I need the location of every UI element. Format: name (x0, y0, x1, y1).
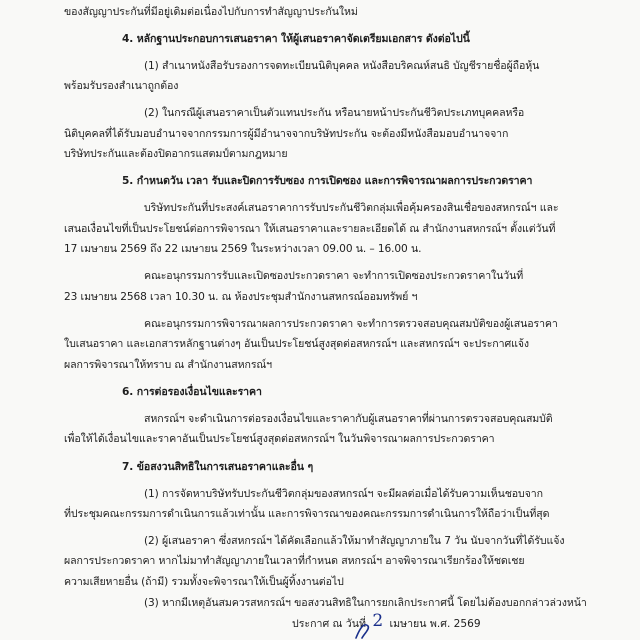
text-line: 17 เมษายน 2569 ถึง 22 เมษายน 2569 ในระหว่างเวลา 09.00 น. – 16.00 น. (64, 243, 422, 255)
text-line: 23 เมษายน 2568 เวลา 10.30 น. ณ ห้องประชุมสำนักงานสหกรณ์ออมทรัพย์ ฯ (64, 291, 418, 303)
text-line: (1) การจัดหาบริษัทรับประกันชีวิตกลุ่มของสหกรณ์ฯ จะมีผลต่อเมื่อได้รับความเห็นชอบจาก (144, 488, 543, 500)
signature-mark-icon (350, 620, 390, 640)
text-line: ที่ประชุมคณะกรรมการดำเนินการแล้วเท่านั้น และการพิจารณาของคณะกรรมการดำเนินการให้ถือว่าเป็นที่สุด (64, 508, 550, 520)
date-suffix: เมษายน พ.ศ. 2569 (389, 618, 481, 630)
date-prefix: ประกาศ ณ วันที่ (292, 618, 366, 630)
section-heading-4: 4. หลักฐานประกอบการเสนอราคา ให้ผู้เสนอราคาจัดเตรียมเอกสาร ดังต่อไปนี้ (122, 33, 470, 45)
text-line: เพื่อให้ได้เงื่อนไขและราคาอันเป็นประโยชน์สูงสุดต่อสหกรณ์ฯ ในวันพิจารณาผลการประกวดราคา (64, 433, 495, 445)
section-heading-7: 7. ข้อสงวนสิทธิในการเสนอราคาและอื่น ๆ (122, 461, 314, 473)
handwritten-day: 2 (372, 611, 384, 631)
text-line: (2) ในกรณีผู้เสนอราคาเป็นตัวแทนประกัน หรือนายหน้าประกันชีวิตประเภทบุคคลหรือ (144, 107, 525, 119)
text-line: นิติบุคคลที่ได้รับมอบอำนาจจากกรรมการผู้มีอำนาจจากบริษัทประกัน จะต้องมีหนังสือมอบอำนาจจาก (64, 128, 509, 140)
text-line: ผลการประกวดราคา หากไม่มาทำสัญญาภายในเวลาที่กำหนด สหกรณ์ฯ อาจพิจารณาเรียกร้องให้ชดเชย (64, 555, 525, 567)
text-line: บริษัทประกันที่ประสงค์เสนอราคาการรับประกันชีวิตกลุ่มเพื่อคุ้มครองสินเชื่อของสหกรณ์ฯ และ (144, 202, 559, 214)
text-line: พร้อมรับรองสำเนาถูกต้อง (64, 80, 179, 92)
text-line: ผลการพิจารณาให้ทราบ ณ สำนักงานสหกรณ์ฯ (64, 359, 272, 371)
text-line: ของสัญญาประกันที่มีอยู่เดิมต่อเนื่องไปกับการทำสัญญาประกันใหม่ (64, 6, 358, 18)
text-line: (1) สำเนาหนังสือรับรองการจดทะเบียนนิติบุคคล หนังสือบริคณห์สนธิ บัญชีรายชื่อผู้ถือหุ้น (144, 60, 540, 72)
text-line: ใบเสนอราคา และเอกสารหลักฐานต่างๆ อันเป็นประโยชน์สูงสุดต่อสหกรณ์ฯ และสหกรณ์ฯ จะประกาศแจ้ง (64, 338, 529, 350)
section-heading-6: 6. การต่อรองเงื่อนไขและราคา (122, 386, 262, 398)
text-line: คณะอนุกรรมการรับและเปิดซองประกวดราคา จะทำการเปิดซองประกวดราคาในวันที่ (144, 270, 524, 282)
text-line: คณะอนุกรรมการพิจารณาผลการประกวดราคา จะทำการตรวจสอบคุณสมบัติของผู้เสนอราคา (144, 318, 558, 330)
text-line: ความเสียหายอื่น (ถ้ามี) รวมทั้งจะพิจารณาให้เป็นผู้ทิ้งงานต่อไป (64, 576, 344, 588)
text-line: บริษัทประกันและต้องปิดอากรแสตมป์ตามกฎหมาย (64, 148, 288, 160)
text-line: สหกรณ์ฯ จะดำเนินการต่อรองเงื่อนไขและราคากับผู้เสนอราคาที่ผ่านการตรวจสอบคุณสมบัติ (144, 413, 553, 425)
text-line: (3) หากมีเหตุอันสมควรสหกรณ์ฯ ขอสงวนสิทธิในการยกเลิกประกาศนี้ โดยไม่ต้องบอกกล่าวล่วงหน้า (144, 597, 587, 609)
section-heading-5: 5. กำหนดวัน เวลา รับและปิดการรับซอง การเปิดซอง และการพิจารณาผลการประกวดราคา (122, 175, 533, 187)
text-line: (2) ผู้เสนอราคา ซึ่งสหกรณ์ฯ ได้คัดเลือกแล้วให้มาทำสัญญาภายใน 7 วัน นับจากวันที่ได้รับแจ้ง (144, 535, 565, 547)
text-line: เสนอเงื่อนไขที่เป็นประโยชน์ต่อการพิจารณา ให้เสนอราคาและรายละเอียดได้ ณ สำนักงานสหกรณ์ฯ ตั้งแต่วันที่ (64, 223, 556, 235)
